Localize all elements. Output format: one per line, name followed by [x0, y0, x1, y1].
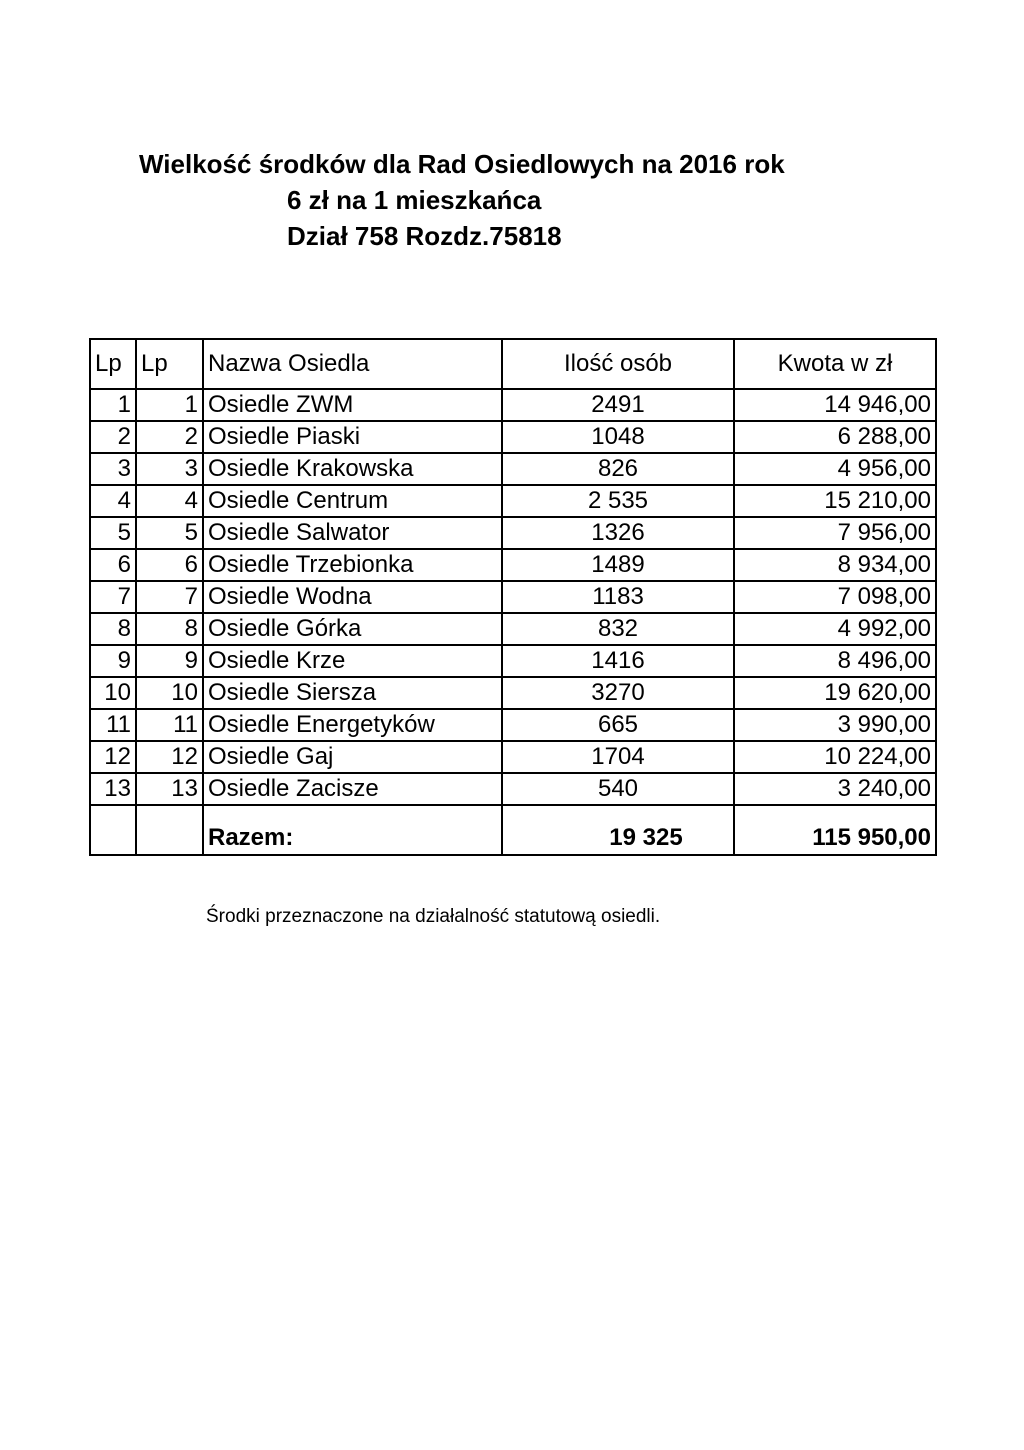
header-count: Ilość osób: [502, 339, 734, 389]
cell-name: Osiedle Krze: [203, 645, 502, 677]
table-row: [90, 485, 936, 517]
header-lp-2: Lp: [136, 339, 203, 389]
table-row: [90, 645, 936, 677]
cell-count: 2 535: [502, 485, 734, 517]
cell-count: 665: [502, 709, 734, 741]
cell-lp-1: 7: [90, 581, 136, 613]
cell-lp-1: 6: [90, 549, 136, 581]
cell-lp-2: 4: [136, 485, 203, 517]
cell-lp-1: 8: [90, 613, 136, 645]
cell-amount: 6 288,00: [734, 421, 936, 453]
header-name: Nazwa Osiedla: [203, 339, 502, 389]
cell-lp-2: 5: [136, 517, 203, 549]
cell-count: 1326: [502, 517, 734, 549]
cell-name: Osiedle Gaj: [203, 741, 502, 773]
cell-name: Osiedle ZWM: [203, 389, 502, 421]
cell-lp-2: 2: [136, 421, 203, 453]
title-line-1: Wielkość środków dla Rad Osiedlowych na 2016 rok: [139, 149, 785, 179]
cell-count: 2491: [502, 389, 734, 421]
cell-count: 832: [502, 613, 734, 645]
total-amount: 115 950,00: [734, 805, 936, 855]
cell-count: 826: [502, 453, 734, 485]
cell-name: Osiedle Centrum: [203, 485, 502, 517]
table-row: [90, 741, 936, 773]
cell-lp-2: 10: [136, 677, 203, 709]
cell-count: 1048: [502, 421, 734, 453]
table-row: [90, 421, 936, 453]
cell-lp-2: 3: [136, 453, 203, 485]
cell-lp-2: 6: [136, 549, 203, 581]
cell-name: Osiedle Piaski: [203, 421, 502, 453]
cell-lp-1: 4: [90, 485, 136, 517]
total-label: Razem:: [203, 805, 502, 855]
cell-name: Osiedle Energetyków: [203, 709, 502, 741]
cell-lp-1: 9: [90, 645, 136, 677]
cell-amount: 8 934,00: [734, 549, 936, 581]
footnote: Środki przeznaczone na działalność statutową osiedli.: [206, 906, 661, 927]
cell-lp-2: 7: [136, 581, 203, 613]
cell-lp-2: 9: [136, 645, 203, 677]
cell-count: 3270: [502, 677, 734, 709]
cell-lp-1: 11: [90, 709, 136, 741]
total-count: 19 325: [502, 805, 734, 855]
cell-count: 1183: [502, 581, 734, 613]
cell-lp-2: 13: [136, 773, 203, 805]
cell-amount: 8 496,00: [734, 645, 936, 677]
cell-lp-1: 3: [90, 453, 136, 485]
cell-lp-2: 8: [136, 613, 203, 645]
cell-name: Osiedle Krakowska: [203, 453, 502, 485]
table-row: [90, 581, 936, 613]
table-row: [90, 549, 936, 581]
header-lp-1: Lp: [90, 339, 136, 389]
header-amount: Kwota w zł: [734, 339, 936, 389]
cell-amount: 15 210,00: [734, 485, 936, 517]
cell-amount: 19 620,00: [734, 677, 936, 709]
cell-lp-1: 5: [90, 517, 136, 549]
funds-table: [89, 338, 937, 856]
cell-lp-1: 13: [90, 773, 136, 805]
cell-count: 1416: [502, 645, 734, 677]
table-row: [90, 389, 936, 421]
table-row: [90, 773, 936, 805]
table-row: [90, 613, 936, 645]
cell-count: 1704: [502, 741, 734, 773]
cell-lp-1: 12: [90, 741, 136, 773]
cell-amount: 7 098,00: [734, 581, 936, 613]
table-row: [90, 453, 936, 485]
table-row: [90, 677, 936, 709]
table-row: [90, 709, 936, 741]
total-lp-1-empty: [90, 805, 136, 855]
title-line-2: 6 zł na 1 mieszkańca: [287, 185, 542, 215]
cell-amount: 4 956,00: [734, 453, 936, 485]
cell-lp-1: 1: [90, 389, 136, 421]
table-header-row: [90, 339, 936, 389]
cell-amount: 3 240,00: [734, 773, 936, 805]
cell-amount: 14 946,00: [734, 389, 936, 421]
cell-amount: 3 990,00: [734, 709, 936, 741]
total-row: [90, 805, 936, 855]
cell-lp-2: 11: [136, 709, 203, 741]
cell-count: 540: [502, 773, 734, 805]
cell-name: Osiedle Trzebionka: [203, 549, 502, 581]
cell-name: Osiedle Zacisze: [203, 773, 502, 805]
cell-lp-2: 12: [136, 741, 203, 773]
total-lp-2-empty: [136, 805, 203, 855]
cell-amount: 4 992,00: [734, 613, 936, 645]
cell-name: Osiedle Salwator: [203, 517, 502, 549]
cell-name: Osiedle Siersza: [203, 677, 502, 709]
cell-amount: 10 224,00: [734, 741, 936, 773]
cell-lp-1: 2: [90, 421, 136, 453]
cell-lp-2: 1: [136, 389, 203, 421]
cell-amount: 7 956,00: [734, 517, 936, 549]
table-body: [90, 389, 936, 805]
cell-lp-1: 10: [90, 677, 136, 709]
cell-name: Osiedle Górka: [203, 613, 502, 645]
title-line-3: Dział 758 Rozdz.75818: [287, 221, 562, 251]
cell-count: 1489: [502, 549, 734, 581]
cell-name: Osiedle Wodna: [203, 581, 502, 613]
table-row: [90, 517, 936, 549]
